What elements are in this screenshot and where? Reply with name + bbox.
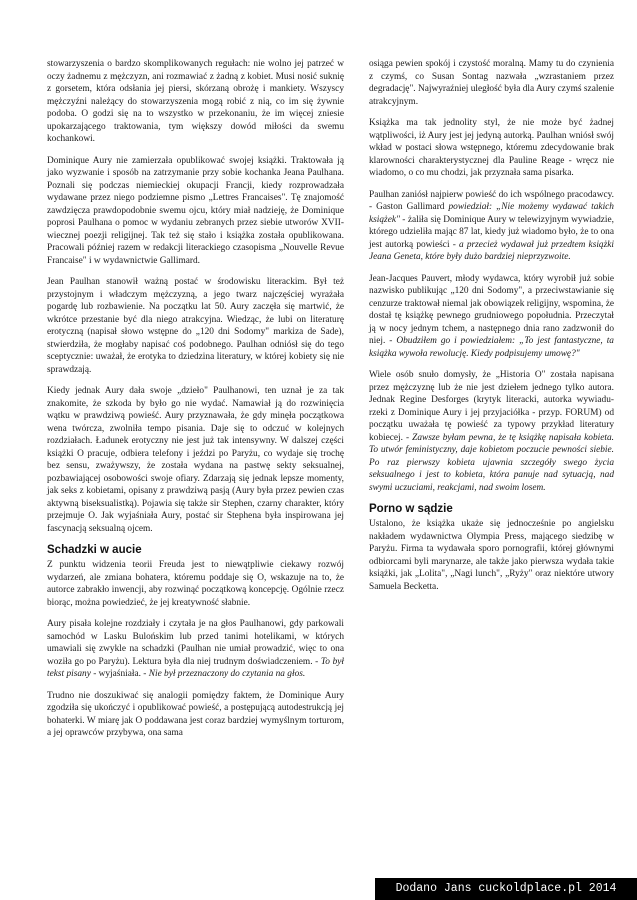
text-run: Aury pisała kolejne rozdziały i czytała je na głos Paulhanowi, gdy parkowali samochód w Lasku Bulońskim lub przed tanimi hotelikami, w których umawiali się zwykle na schadzki (Paulhan nie umiał prowadzić, więc to ona woziła go po Paryżu). Lektura była dla niej trudnym doświadczeniem. -: [47, 619, 344, 667]
left-column: [47, 58, 344, 749]
paragraph: osiąga pewien spokój i czystość moralną. Mamy tu do czynienia z czymś, co Susan Sontag nazwała „wzrastaniem przez degradację". Najwyraźniej uległość była dla Aury czymś szalenie atrakcyjnym.: [369, 59, 614, 107]
quote-run: Nie był przeznaczony do czytania na głos.: [148, 669, 306, 679]
quote-run: Zawsze byłam pewna, że tę książkę napisała kobieta. To utwór feministyczny, daje kobietom poczucie pewności siebie. Po raz pierwszy kobieta ujawnia szczegóły swego życia seksualnego i jest to kobieta, która panuje nad sytuacją, nad swymi uczuciami, reakcjami, nad swoim losem.: [369, 432, 614, 493]
quote-run: powiedział: „Nie możemy wydawać takich książek": [369, 202, 614, 225]
quote-run: a przecież wydawał już przedtem książki Jeana Geneta, które były dużo bardziej nieprzyzwoite.: [369, 239, 614, 262]
quote-run: To był tekst pisany: [47, 656, 344, 679]
paragraph: Z punktu widzenia teorii Freuda jest to niewątpliwie ciekawy rozwój wydarzeń, ale zmiana bohatera, któremu poddaje się O, wskazuje na to, że autorce zabrakło inwencji, aby rozwinąć początkową koncepcję. Ogólnie rzecz biorąc, można powiedzieć, że jej kreatywność słabnie.: [47, 560, 344, 608]
paragraph: stowarzyszenia o bardzo skomplikowanych regułach: nie wolno jej patrzeć w oczy żadnemu z mężczyzn, ani rozmawiać z żadną z kobiet. Musi nosić suknię z gorsetem, która odsłania jej piersi, skórzaną obrożę i mankiety. Wszyscy mężczyźni należący do stowarzyszenia mogą robić z nią, co im się żywnie podoba. O godzi się na to wszystko w przekonaniu, że im więcej zniesie upokarzającego traktowania, tym większy dowód miłości da swemu kochankowi.: [47, 59, 344, 144]
quote-run: Obudziłem go i powiedziałem: „To jest fantastyczne, ta książka wywoła rewolucję. Kiedy podpisujemy umowę?": [369, 336, 614, 359]
article-page: [47, 58, 614, 848]
section-heading-schadzki: Schadzki w aucie: [47, 544, 142, 556]
paragraph: Trudno nie doszukiwać się analogii pomiędzy faktem, że Dominique Aury zgodziła się ukończyć i opublikować powieść, a postępującą autodestrukcją jej bohaterki. W miarę jak O poddawana jest coraz bardziej wymyślnym torturom, a jej oprawców przybywa, ona sama: [47, 690, 344, 738]
text-run: - żaliła się Dominique Aury w telewizyjnym wywiadzie, którego udzieliła mając 87 lat, kiedy już wiadomo było, że to ona jest autorką powieści -: [369, 214, 614, 250]
text-run: Jean-Jacques Pauvert, młody wydawca, który wyrobił już sobie nazwisko publikując „120 dni Sodomy", a przeciwstawianie się cenzurze traktował niemal jak obowiązek religijny, wspomina, że dostał tę książkę pewnego grudniowego popołudnia. Przeczytał ją w nocy jednym tchem, a następnego dnia rano zadzwonił do niej. -: [369, 273, 614, 346]
text-run: - wyjaśniała. -: [90, 669, 149, 679]
paragraph: Książka ma tak jednolity styl, że nie może być żadnej wątpliwości, iż Aury jest jej jedyną autorką. Paulhan wniósł swój wkład w postaci słowa wstępnego, któremu zdecydowanie brak klarowności charakterystycznej dla Pauline Reage - wręcz nie wiadomo, o co mu chodzi, jak przyznała sama pisarka.: [369, 118, 614, 178]
paragraph: [369, 189, 614, 264]
paragraph: [369, 273, 614, 361]
watermark-credit: Dodano Jans cuckoldplace.pl 2014: [375, 878, 637, 900]
section-heading-porno: Porno w sądzie: [369, 503, 453, 515]
paragraph: Ustalono, że książka ukaże się jednocześnie po angielsku nakładem wydawnictwa Olympia Press, mającego siedzibę w Paryżu. Firma ta wydawała sporo pornografii, której głównymi odbiorcami byli marynarze, ale także jako pierwsza wydała takie książki, jak „Lolita", „Nagi lunch", „Ryży" oraz niektóre utwory Samuela Becketta.: [369, 519, 614, 592]
text-run: Wiele osób snuło domysły, że „Historia O" została napisana przez mężczyznę lub że nie jest dziełem jednego tylko autora. Jednak Regine Desforges (krytyk literacki, autorka wywiadu-rzeki z Dominique Aury i jej przyjaciółka - przyp. FORUM) od początku uważała tę powieść za typowy przykład literatury kobiecej. -: [369, 370, 614, 443]
text-run: Paulhan zaniósł najpierw powieść do ich wspólnego pracodawcy. - Gaston Gallimard: [369, 189, 614, 212]
paragraph: [369, 369, 614, 494]
paragraph: Dominique Aury nie zamierzała opublikować swojej książki. Traktowała ją jako wyzwanie i sposób na zatrzymanie przy sobie kochanka Jeana Paulhana. Poznali się podczas niemieckiej okupacji Francji, kiedy rozprowadzała wydawane przez niego podziemne pismo „Lettres Francaises". Tę znajomość zawdzięcza prawdopodobnie swemu ojcu, który miał nadzieję, że Dominique poprosi Paulhana o pomoc w wydaniu zebranych przez siebie utworów XVII-wiecznej poezji religijnej. Tak też się stało i książka została opublikowana. Pracowali później razem w redakcji literackiego czasopisma „Nouvelle Revue Francaise" i w wydawnictwie Gallimard.: [47, 155, 344, 266]
paragraph: Kiedy jednak Aury dała swoje „dzieło" Paulhanowi, ten uznał je za tak znakomite, że szkoda by było go nie wydać. Namawiał ją do rozwinięcia wątku w prawdziwą powieść. Aury przyznawała, że gdy minęła początkowa wena twórcza, zwolniła tempo pisania. Daje się to odczuć w kolejnych rozdziałach. Ładunek erotyczny nie jest już tak intensywny. W dalszej części książki O pracuje, odbiera telefony i jeździ po Paryżu, co wydaje się trochę bez sensu, zważywszy, że została wydana na pastwę sekty seksualnej, pozbawiającej osobowości swoje ofiary. Zdarzają się jednak lepsze momenty, jak seks z kobietami, opisany z prawdziwą pasją (Aury była przez pewien czas aktywną biseksualistką). Pojawia się także sir Stephen, czarny charakter, który przejmuje O. Jak wyjaśniała Aury, postać sir Stephena była inspirowana jej fascynacją seksualną ojcem.: [47, 386, 344, 534]
right-column: [369, 58, 614, 602]
paragraph: [47, 618, 344, 681]
paragraph: Jean Paulhan stanowił ważną postać w środowisku literackim. Był też przystojnym i władczym mężczyzną, a jego twarz najczęściej wyrażała pogardę lub rozbawienie. Na początku lat 50. Aury zaczęła się martwić, że wkrótce przestanie być dla niego atrakcyjna. Wiedząc, że lubi on literaturę erotyczną (napisał słowo wstępne do „120 dni Sodomy" markiza de Sade), stwierdziła, że mogłaby napisać coś podobnego. Paulhan odniósł się do tego sceptycznie: uważał, że erotyka to dziedzina literatury, w której kobiety się nie sprawdzają.: [47, 277, 344, 375]
